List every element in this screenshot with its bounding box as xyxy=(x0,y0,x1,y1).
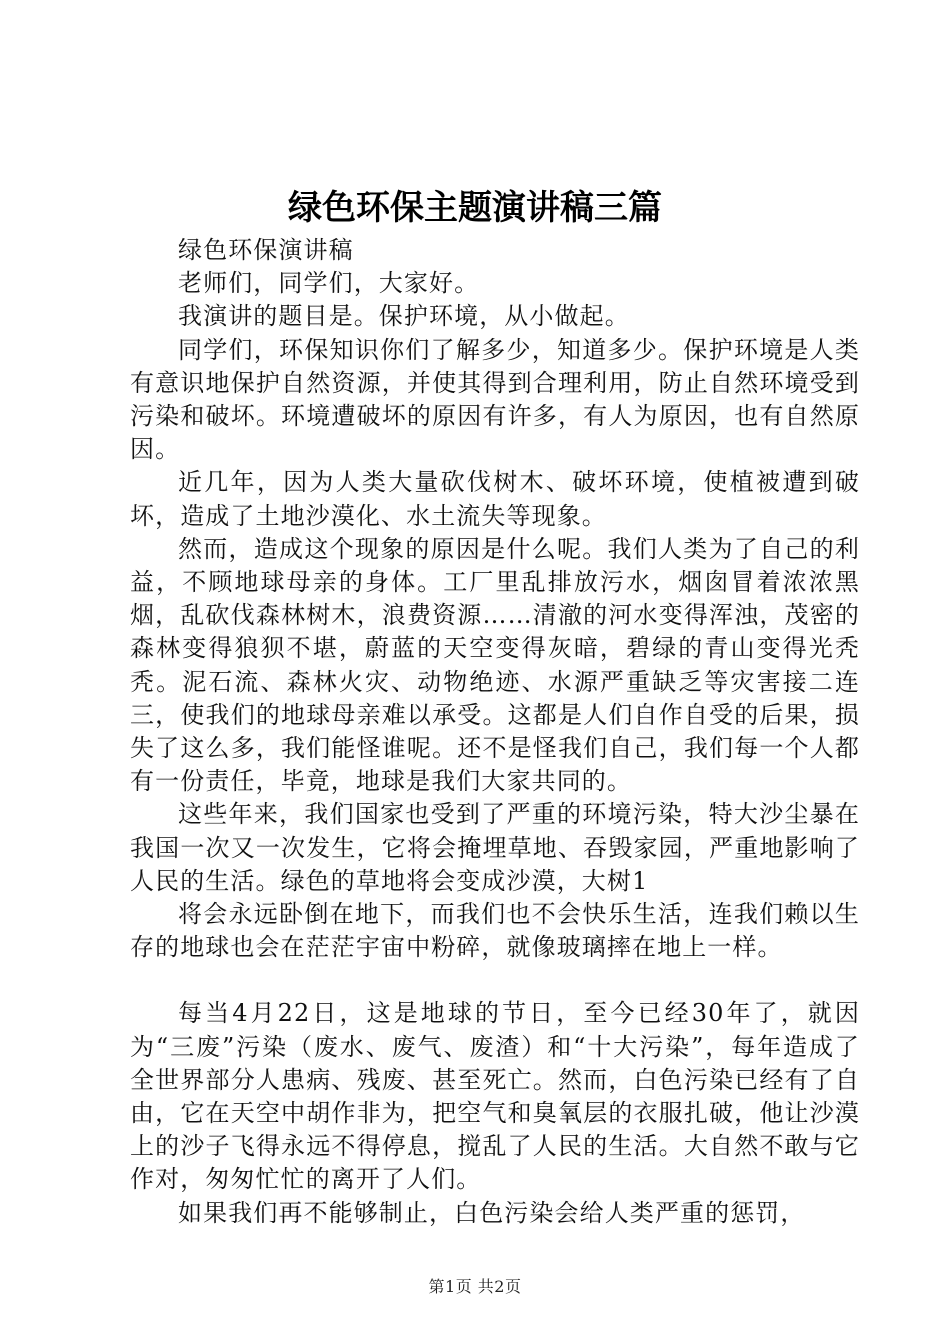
paragraph-9: 每当4月22日，这是地球的节日，至今已经30年了，就因为“三废”污染（废水、废气、废渣）和“十大污染”，每年造成了全世界部分人患病、残废、甚至死亡。然而，白色污染已经有了自由，它在天空中胡作非为，把空气和臭氧层的衣服扎破，他让沙漠上的沙子飞得永远不得停息，搅乱了人民的生活。大自然不敢与它作对，匆匆忙忙的离开了人们。 xyxy=(130,999,860,1194)
paragraph-3: 我演讲的题目是。保护环境，从小做起。 xyxy=(178,302,630,331)
page-number-footer: 第1页 共2页 xyxy=(428,1277,522,1296)
paragraph-7: 这些年来，我们国家也受到了严重的环境污染，特大沙尘暴在我国一次又一次发生，它将会掩埋草地、吞毁家园，严重地影响了人民的生活。绿色的草地将会变成沙漠，大树1 xyxy=(130,800,860,895)
paragraph-2: 老师们，同学们，大家好。 xyxy=(178,269,480,298)
paragraph-1: 绿色环保演讲稿 xyxy=(178,236,354,264)
paragraph-10: 如果我们再不能够制止，白色污染会给人类严重的惩罚， xyxy=(178,1198,806,1227)
document-title: 绿色环保主题演讲稿三篇 xyxy=(288,188,662,228)
document-body xyxy=(130,234,860,1230)
paragraph-4: 同学们，环保知识你们了解多少，知道多少。保护环境是人类有意识地保护自然资源，并使其得到合理利用，防止自然环境受到污染和破坏。环境遭破坏的原因有许多，有人为原因，也有自然原因。 xyxy=(130,335,860,464)
paragraph-8: 将会永远卧倒在地下，而我们也不会快乐生活，连我们赖以生存的地球也会在茫茫宇宙中粉碎，就像玻璃摔在地上一样。 xyxy=(130,900,860,962)
paragraph-6: 然而，造成这个现象的原因是什么呢。我们人类为了自己的利益，不顾地球母亲的身体。工厂里乱排放污水，烟囱冒着浓浓黑烟，乱砍伐森林树木，浪费资源……清澈的河水变得浑浊，茂密的森林变得狼狈不堪，蔚蓝的天空变得灰暗，碧绿的青山变得光秃秃。泥石流、森林火灾、动物绝迹、水源严重缺乏等灾害接二连三，使我们的地球母亲难以承受。这都是人们自作自受的后果，损失了这么多，我们能怪谁呢。还不是怪我们自己，我们每一个人都有一份责任，毕竟，地球是我们大家共同的。 xyxy=(130,534,860,796)
paragraph-5: 近几年，因为人类大量砍伐树木、破坏环境，使植被遭到破坏，造成了土地沙漠化、水土流失等现象。 xyxy=(130,468,860,530)
